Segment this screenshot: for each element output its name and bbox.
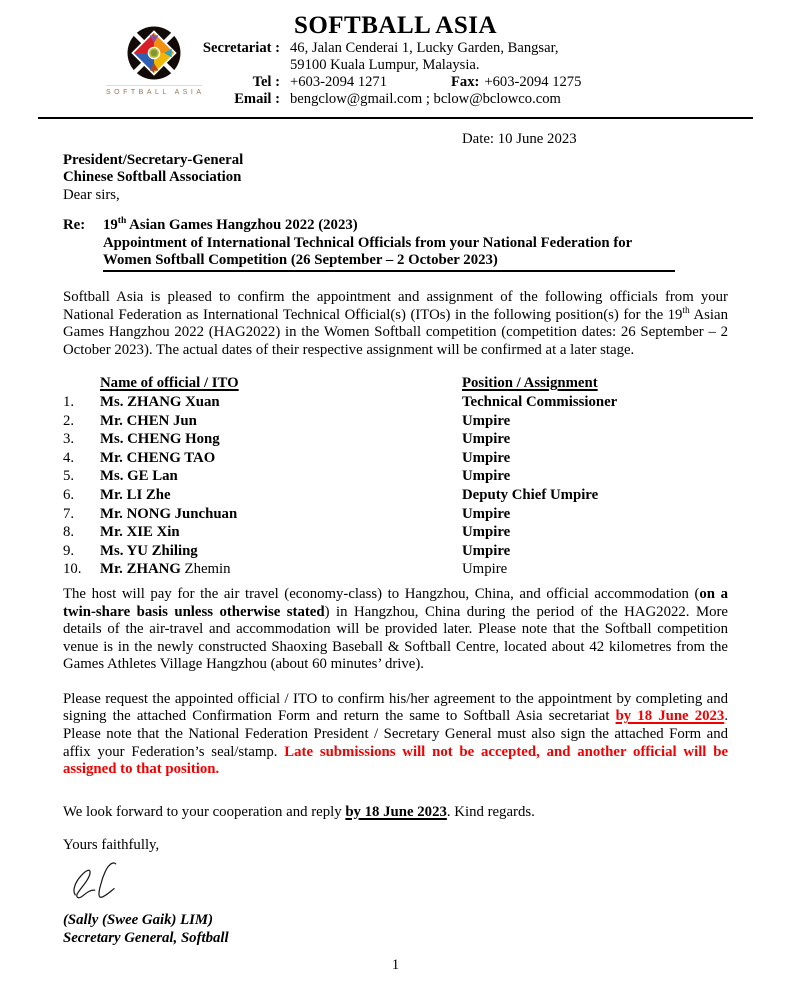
subject-lines <box>103 217 675 272</box>
deadline-red: by 18 June 2023 <box>615 708 725 725</box>
table-row: 6. Mr. LI Zhe Deputy Chief Umpire <box>63 486 599 503</box>
logo-caption: SOFTBALL ASIA <box>106 85 202 96</box>
addressee-line2: Chinese Softball Association <box>63 169 242 186</box>
paragraph-appointment: Softball Asia is pleased to confirm the appointment and assignment of the following officials from your National Federation as International Technical Official(s) (ITOs) in the following position(s) for the 19th Asian Games Hangzhou 2022 (HAG2022) in the Women Softball competition (competition dates: 26 September – 2 October 2023). The actual dates of their respective assignment will be confirmed at a later stage. <box>63 289 729 358</box>
position-column-header: Position / Assignment <box>462 375 598 392</box>
email-value: bengclow@gmail.com ; bclow@bclowco.com <box>290 91 561 107</box>
officials-table <box>63 374 728 579</box>
table-row: 3. Ms. CHENG Hong Umpire <box>63 431 511 448</box>
org-title: SOFTBALL ASIA <box>293 12 498 39</box>
subject-line3: Women Softball Competition (26 September – 2 October 2023) <box>103 252 675 272</box>
signature-icon <box>69 858 139 910</box>
signer-title: Secretary General, Softball <box>63 930 229 947</box>
table-row: 10. Mr. ZHANG Zhemin Umpire <box>63 561 508 578</box>
salutation: Dear sirs, <box>63 186 120 203</box>
addressee-line1: President/Secretary-General <box>63 152 244 168</box>
contact-block <box>196 40 791 108</box>
late-submission-warning: Late submissions will not be accepted, and another official will be assigned to that position. <box>63 743 729 778</box>
ordinal-superscript: th <box>682 305 690 316</box>
paragraph-travel: The host will pay for the air travel (economy-class) to Hangzhou, China, and official accommodation (on a twin-share basis unless otherwise stated) in Hangzhou, China during the period of the HAG2022. More details of the air-travel and accommodation will be provided later. Please note that the Softball competition venue is in the newly constructed Shaoxing Baseball & Softball Centre, located about 42 kilometres from the Games Athletes Village Hangzhou (about 60 minutes’ drive). <box>63 585 728 673</box>
tel-label: Tel : <box>252 74 280 90</box>
fax-value: +603-2094 1275 <box>484 74 582 90</box>
deadline-bold: by 18 June 2023 <box>345 803 447 820</box>
table-row: 4. Mr. CHENG TAO Umpire <box>63 449 511 466</box>
fax-label: Fax: <box>451 74 480 90</box>
subject-label: Re: <box>63 216 86 233</box>
tel-value: +603-2094 1271 <box>290 74 388 90</box>
page-number: 1 <box>391 956 400 973</box>
signer-name: (Sally (Swee Gaik) LIM) <box>63 912 214 929</box>
paragraph-confirmation: Please request the appointed official / ITO to confirm his/her agreement to the appointment by completing and signing the attached Confirmation Form and return the same to Softball Asia secretariat by 18 June 2023. Please note that the National Federation President / Secretary General must also sign the attached Form and affix your Federation’s seal/stamp. Late submissions will not be accepted, and another official will be assigned to that position. <box>63 690 729 778</box>
secretariat-label: Secretariat : <box>202 40 280 56</box>
email-row <box>196 91 791 108</box>
letterhead <box>0 0 791 119</box>
email-label: Email : <box>234 91 280 107</box>
table-row: 9. Ms. YU Zhiling Umpire <box>63 542 511 559</box>
tel-fax-row <box>196 74 791 91</box>
letter-body <box>63 152 728 974</box>
secretariat-row <box>196 40 791 57</box>
name-column-header: Name of official / ITO <box>100 375 239 392</box>
softball-asia-logo <box>106 24 205 96</box>
ordinal-superscript: th <box>117 215 127 226</box>
paragraph-lookforward: We look forward to your cooperation and reply by 18 June 2023. Kind regards. <box>63 803 535 820</box>
subject-line1: 19th Asian Games Hangzhou 2022 (2023) <box>103 215 358 233</box>
subject-line2: Appointment of International Technical Officials from your National Federation for <box>103 234 633 251</box>
letterhead-divider <box>38 117 753 119</box>
table-row: 5. Ms. GE Lan Umpire <box>63 468 511 485</box>
secretariat-address-line1: 46, Jalan Cenderai 1, Lucky Garden, Bangsar, <box>290 40 559 56</box>
addressee-block <box>63 152 728 204</box>
table-row: 8. Mr. XIE Xin Umpire <box>63 524 511 541</box>
table-row: 2. Mr. CHEN Jun Umpire <box>63 412 511 429</box>
officials-header-row <box>63 374 728 393</box>
secretariat-row2 <box>196 57 791 74</box>
signature <box>69 858 728 910</box>
date-line: Date: 10 June 2023 <box>462 131 577 147</box>
signer-block <box>63 912 728 947</box>
table-row: 1. Ms. ZHANG Xuan Technical Commissioner <box>63 393 618 410</box>
softball-asia-logo-icon <box>122 24 186 82</box>
secretariat-address-line2: 59100 Kuala Lumpur, Malaysia. <box>290 57 480 73</box>
table-row: 7. Mr. NONG Junchuan Umpire <box>63 505 511 522</box>
closing-salutation: Yours faithfully, <box>63 837 160 854</box>
subject-block <box>63 217 728 272</box>
